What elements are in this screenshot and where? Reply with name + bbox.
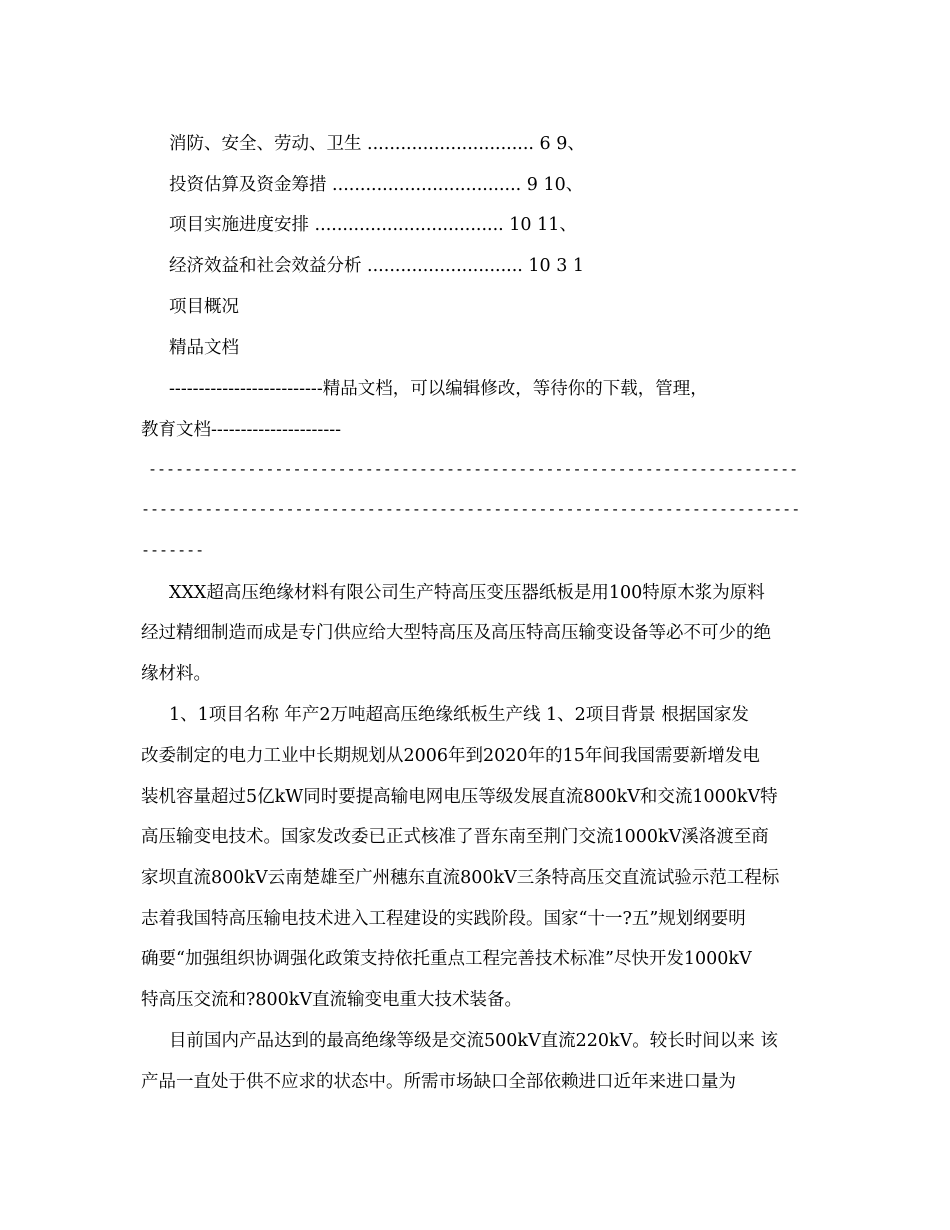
paragraph-line: 产品一直处于供不应求的状态中。所需市场缺口全部依赖进口近年来进口量为 [141,1072,736,1092]
paragraph-line: 1、1项目名称 年产2万吨超高压绝缘纸板生产线 1、2项目背景 根据国家发 [169,705,749,725]
section-heading: 项目概况 [169,297,239,317]
paragraph-line: 缘材料。 [141,664,211,684]
document-label: 精品文档 [169,338,239,358]
banner-line-1: --------------------------精品文档，可以编辑修改，等待你的下载，管理， [169,379,708,399]
toc-entry-fire-safety: 消防、安全、劳动、卫生 .............................. 6 9、 [169,134,585,154]
separator-line-2: ------------------------------------------------------------------------- [141,500,801,518]
toc-entry-schedule: 项目实施进度安排 .................................. 10 11、 [169,215,577,235]
paragraph-line: 确要“加强组织协调强化政策支持依托重点工程完善技术标准”尽快开发1000kV [141,949,752,969]
paragraph-line: 高压输变电技术。国家发改委已正式核准了晋东南至荆门交流1000kV溪洛渡至商 [141,827,769,847]
toc-entry-benefit-analysis: 经济效益和社会效益分析 ............................ 10 3 1 [169,256,585,276]
separator-line-3: ------- [141,541,205,559]
toc-entry-investment: 投资估算及资金筹措 .................................. 9 10、 [169,175,584,195]
paragraph-line: 装机容量超过5亿kW同时要提高输电网电压等级发展直流800kV和交流1000kV特 [141,787,778,807]
paragraph-line: 目前国内产品达到的最高绝缘等级是交流500kV直流220kV。较长时间以来 该 [169,1031,778,1051]
paragraph-line: 家坝直流800kV云南楚雄至广州穗东直流800kV三条特高压交直流试验示范工程标 [141,868,780,888]
banner-line-2: 教育文档---------------------- [141,420,342,440]
separator-line-1: ------------------------------------------------------------------------ [148,460,799,478]
paragraph-line: XXX超高压绝缘材料有限公司生产特高压变压器纸板是用100特原木浆为原料 [169,583,765,603]
paragraph-line: 志着我国特高压输电技术进入工程建设的实践阶段。国家“十一?五”规划纲要明 [141,909,746,929]
paragraph-line: 改委制定的电力工业中长期规划从2006年到2020年的15年间我国需要新增发电 [141,746,760,766]
paragraph-line: 经过精细制造而成是专门供应给大型特高压及高压特高压输变设备等必不可少的绝 [141,623,771,643]
paragraph-line: 特高压交流和?800kV直流输变电重大技术装备。 [141,990,523,1010]
